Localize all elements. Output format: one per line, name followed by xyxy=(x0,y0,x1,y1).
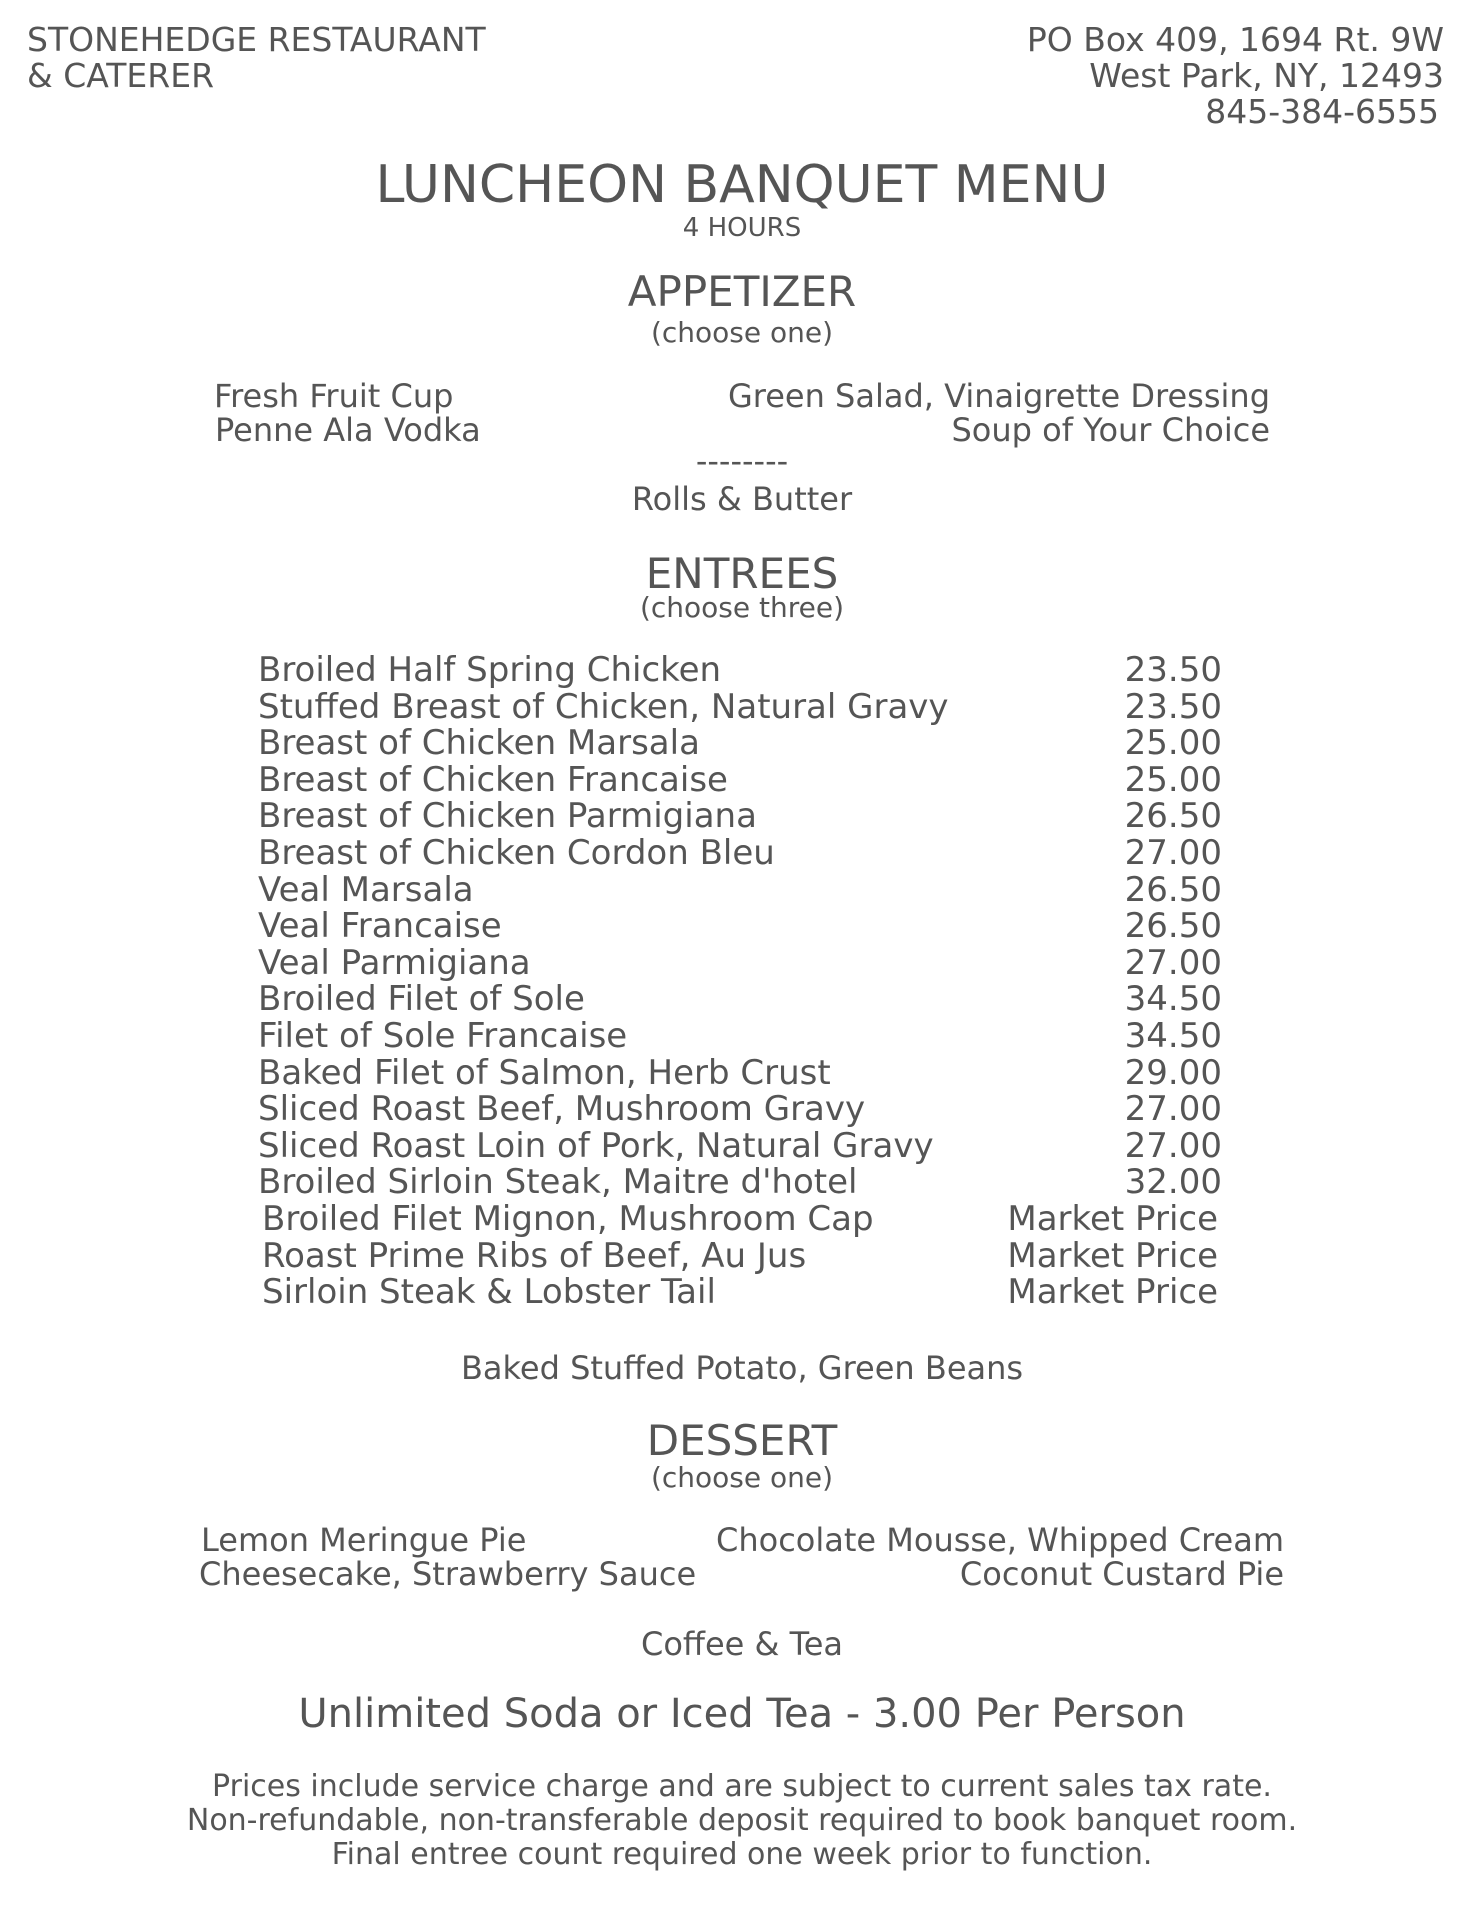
entree-name: Broiled Filet Mignon, Mushroom Cap xyxy=(262,1198,874,1239)
entree-row xyxy=(258,798,1222,835)
phone-number: 845-384-6555 xyxy=(1205,92,1439,131)
entree-row xyxy=(258,832,1222,873)
appetizer-item: Soup of Your Choice xyxy=(951,411,1270,449)
entree-name: Breast of Chicken Francaise xyxy=(258,759,728,800)
dessert-heading: DESSERT xyxy=(646,1416,838,1465)
entree-sides: Baked Stuffed Potato, Green Beans xyxy=(460,1349,1024,1387)
dessert-item: Lemon Meringue Pie xyxy=(201,1521,527,1559)
appetizer-item: Green Salad, Vinaigrette Dressing xyxy=(727,377,1270,415)
dessert-item: Chocolate Mousse, Whipped Cream xyxy=(716,1521,1284,1559)
dessert-note: (choose one) xyxy=(650,1461,834,1494)
address-line2: West Park, NY, 12493 xyxy=(1089,56,1444,95)
entree-row xyxy=(258,1274,1222,1311)
entree-name: Sirloin Steak & Lobster Tail xyxy=(262,1272,716,1313)
appetizer-heading: APPETIZER xyxy=(627,267,857,316)
entree-row xyxy=(258,908,1222,945)
entree-price: 23.50 xyxy=(1124,650,1222,690)
restaurant-name-line1: STONEHEDGE RESTAURANT xyxy=(27,20,486,59)
appetizer-divider: -------- xyxy=(695,442,789,480)
appetizer-item: Fresh Fruit Cup xyxy=(214,377,454,415)
entree-name: Broiled Sirloin Steak, Maitre d'hotel xyxy=(258,1162,858,1203)
entree-name: Broiled Half Spring Chicken xyxy=(258,650,722,690)
entree-row xyxy=(258,759,1222,800)
entree-row xyxy=(258,1125,1222,1166)
entree-row xyxy=(258,981,1222,1018)
dessert-list xyxy=(0,1523,1484,1595)
entree-row xyxy=(258,1091,1222,1128)
menu-duration: 4 HOURS xyxy=(682,213,802,243)
appetizer-list xyxy=(0,379,1484,451)
entree-price: Market Price xyxy=(1007,1272,1218,1313)
entree-row xyxy=(258,1052,1222,1093)
entree-name: Stuffed Breast of Chicken, Natural Gravy xyxy=(258,686,949,727)
entree-row xyxy=(258,869,1222,910)
dessert-item: Coconut Custard Pie xyxy=(959,1555,1284,1593)
restaurant-name-line2: & CATERER xyxy=(27,56,214,95)
entree-price: 25.00 xyxy=(1124,759,1222,800)
entree-price: 26.50 xyxy=(1124,906,1222,947)
entree-price: 34.50 xyxy=(1124,1015,1222,1056)
entree-name: Breast of Chicken Marsala xyxy=(258,723,700,764)
entree-name: Sliced Roast Loin of Pork, Natural Gravy xyxy=(258,1125,934,1166)
entree-row xyxy=(258,942,1222,983)
entree-name: Breast of Chicken Parmigiana xyxy=(258,796,757,837)
appetizer-item: Penne Ala Vodka xyxy=(215,411,481,449)
entree-price: 29.00 xyxy=(1124,1052,1222,1093)
entree-row xyxy=(258,1164,1222,1201)
entree-list xyxy=(258,652,1222,1311)
entree-price: 27.00 xyxy=(1124,942,1222,983)
entree-name: Filet of Sole Francaise xyxy=(258,1015,628,1056)
rolls-and-butter: Rolls & Butter xyxy=(631,480,853,518)
entree-name: Veal Marsala xyxy=(258,869,474,910)
entree-name: Broiled Filet of Sole xyxy=(258,979,585,1020)
entree-price: 26.50 xyxy=(1124,869,1222,910)
entree-name: Veal Francaise xyxy=(258,906,502,947)
entree-price: Market Price xyxy=(1007,1198,1218,1239)
entree-price: 25.00 xyxy=(1124,723,1222,764)
entree-price: 34.50 xyxy=(1124,979,1222,1020)
entree-price: Market Price xyxy=(1007,1235,1218,1276)
footer-notes xyxy=(0,1770,1484,1872)
entree-row xyxy=(258,1235,1222,1276)
entree-price: 26.50 xyxy=(1124,796,1222,837)
entree-name: Veal Parmigiana xyxy=(258,942,531,983)
footer-line: Prices include service charge and are subject to current sales tax rate. xyxy=(212,1769,1272,1804)
appetizer-note: (choose one) xyxy=(650,316,834,349)
entree-row xyxy=(258,1015,1222,1056)
entree-row xyxy=(258,686,1222,727)
entree-name: Baked Filet of Salmon, Herb Crust xyxy=(258,1052,831,1093)
dessert-item: Cheesecake, Strawberry Sauce xyxy=(199,1555,697,1593)
entree-price: 32.00 xyxy=(1124,1162,1222,1203)
entree-price: 27.00 xyxy=(1124,832,1222,873)
entree-row xyxy=(258,725,1222,762)
coffee-and-tea: Coffee & Tea xyxy=(640,1625,844,1663)
entree-price: 27.00 xyxy=(1124,1125,1222,1166)
entree-name: Sliced Roast Beef, Mushroom Gravy xyxy=(258,1089,866,1130)
footer-line: Final entree count required one week prior to function. xyxy=(331,1837,1153,1872)
entree-name: Roast Prime Ribs of Beef, Au Jus xyxy=(262,1235,807,1276)
footer-line: Non-refundable, non-transferable deposit required to book banquet room. xyxy=(186,1803,1298,1838)
entree-row xyxy=(258,652,1222,689)
entree-row xyxy=(258,1198,1222,1239)
entree-price: 23.50 xyxy=(1124,686,1222,727)
entree-price: 27.00 xyxy=(1124,1089,1222,1130)
restaurant-name xyxy=(27,22,486,94)
restaurant-address xyxy=(1027,22,1444,130)
soda-offer: Unlimited Soda or Iced Tea - 3.00 Per Person xyxy=(298,1691,1186,1737)
entree-name: Breast of Chicken Cordon Bleu xyxy=(258,832,775,873)
entrees-note: (choose three) xyxy=(639,591,845,624)
entrees-heading: ENTREES xyxy=(645,549,839,598)
address-line1: PO Box 409, 1694 Rt. 9W xyxy=(1026,20,1444,59)
menu-title: LUNCHEON BANQUET MENU xyxy=(375,155,1109,215)
